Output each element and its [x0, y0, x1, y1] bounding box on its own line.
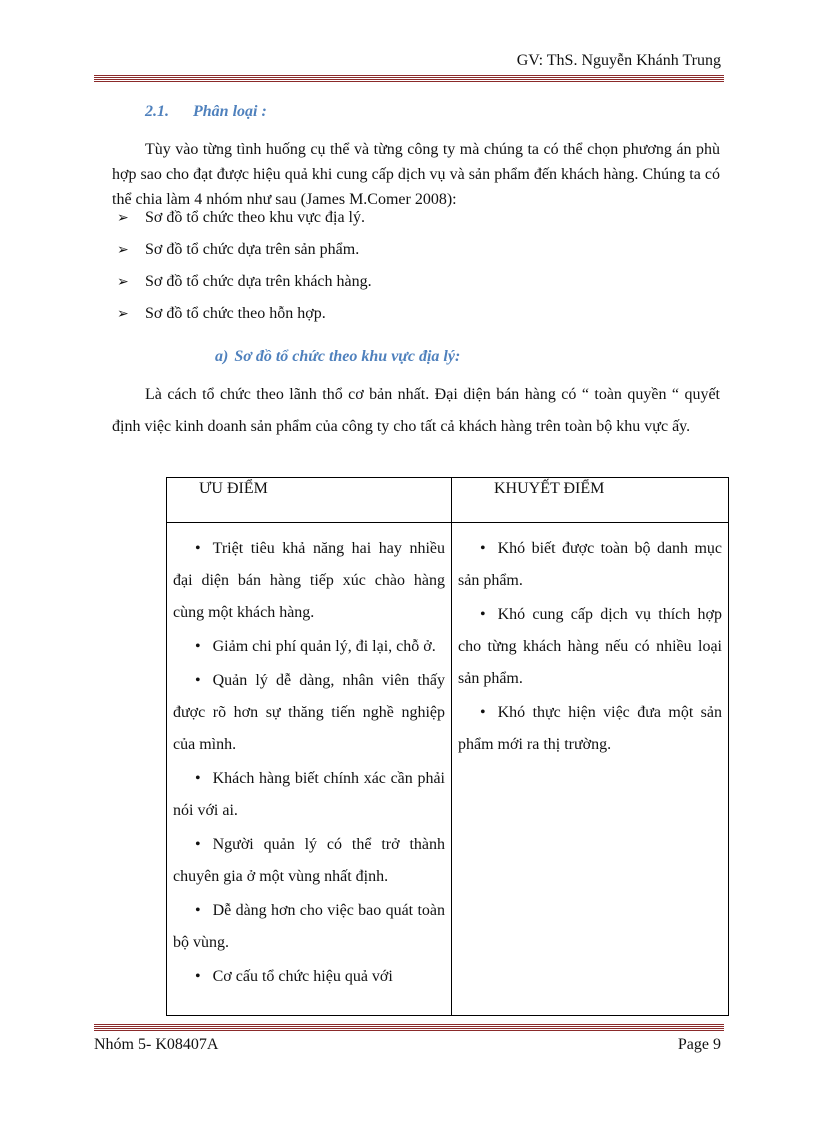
section-heading [145, 103, 267, 121]
disadvantage-item [458, 533, 722, 597]
table-header-row [167, 478, 729, 523]
list-item-text: Sơ đồ tổ chức dựa trên sản phẩm. [145, 241, 360, 258]
table-row [167, 523, 729, 1016]
list-item-text: Sơ đồ tổ chức theo khu vực địa lý. [145, 209, 365, 226]
bullet-dot-icon: • [195, 672, 201, 689]
advantages-header: ƯU ĐIỂM [167, 478, 452, 523]
bullet-dot-icon: • [195, 638, 201, 655]
advantages-cell [167, 523, 452, 1016]
disadvantage-text: Khó cung cấp dịch vụ thích hợp cho từng khách hàng nếu có nhiều loại sản phẩm. [458, 606, 722, 687]
header-divider [94, 75, 724, 82]
advantage-item [173, 763, 445, 827]
disadvantage-text: Khó thực hiện việc đưa một sản phẩm mới ra thị trường. [458, 704, 722, 753]
advantage-item [173, 961, 445, 993]
bullet-dot-icon: • [195, 902, 201, 919]
advantage-item [173, 631, 445, 663]
footer-group: Nhóm 5- K08407A [94, 1036, 219, 1053]
list-item-text: Sơ đồ tổ chức dựa trên khách hàng. [145, 273, 372, 290]
footer-divider [94, 1024, 724, 1031]
advantage-text: Dễ dàng hơn cho việc bao quát toàn bộ vùng. [173, 902, 445, 951]
arrow-bullet-icon: ➢ [117, 307, 129, 322]
list-item [117, 272, 372, 304]
advantage-text: Triệt tiêu khả năng hai hay nhiều đại diện bán hàng tiếp xúc chào hàng cùng một khách hàng. [173, 540, 445, 621]
pros-cons-table [166, 477, 729, 1016]
disadvantage-item [458, 599, 722, 695]
list-item [117, 240, 372, 272]
advantage-item [173, 829, 445, 893]
advantage-item [173, 895, 445, 959]
bullet-dot-icon: • [480, 540, 486, 557]
section-number: 2.1. [145, 103, 169, 120]
disadvantage-text: Khó biết được toàn bộ danh mục sản phẩm. [458, 540, 722, 589]
intro-paragraph: Tùy vào từng tình huống cụ thể và từng công ty mà chúng ta có thể chọn phương án phù hợp sao cho đạt được hiệu quả khi cung cấp dịch vụ và sản phẩm đến khách hàng. Chúng ta có thể chia làm 4 nhóm như sau (James M.Comer 2008): [112, 141, 720, 208]
list-item-text: Sơ đồ tổ chức theo hỗn hợp. [145, 305, 326, 322]
advantage-text: Người quản lý có thể trở thành chuyên gia ở một vùng nhất định. [173, 836, 445, 885]
bullet-dot-icon: • [195, 540, 201, 557]
subsection-title: Sơ đồ tổ chức theo khu vực địa lý: [234, 348, 461, 365]
bullet-dot-icon: • [195, 968, 201, 985]
advantage-text: Cơ cấu tổ chức hiệu quả với [212, 968, 393, 985]
subsection-label: a) [215, 348, 229, 365]
section-title: Phân loại : [193, 103, 267, 120]
disadvantage-item [458, 697, 722, 761]
arrow-bullet-icon: ➢ [117, 243, 129, 258]
page-number: Page 9 [677, 1036, 721, 1053]
bullet-dot-icon: • [195, 770, 201, 787]
page-header-author: GV: ThS. Nguyễn Khánh Trung [516, 52, 721, 69]
advantage-text: Quản lý dễ dàng, nhân viên thấy được rõ hơn sự thăng tiến nghề nghiệp của mình. [173, 672, 445, 753]
list-item [117, 304, 372, 336]
disadvantages-header: KHUYẾT ĐIỂM [452, 478, 729, 523]
subsection-heading [215, 348, 460, 366]
advantage-item [173, 533, 445, 629]
bullet-dot-icon: • [195, 836, 201, 853]
bullet-dot-icon: • [480, 606, 486, 623]
subsection-paragraph: Là cách tổ chức theo lãnh thổ cơ bản nhất. Đại diện bán hàng có “ toàn quyền “ quyết định việc kinh doanh sản phẩm của công ty cho tất cả khách hàng trên toàn bộ khu vực ấy. [112, 386, 720, 435]
arrow-bullet-icon: ➢ [117, 275, 129, 290]
advantage-item [173, 665, 445, 761]
advantage-text: Giảm chi phí quản lý, đi lại, chỗ ở. [212, 638, 436, 655]
classification-list [117, 208, 372, 336]
arrow-bullet-icon: ➢ [117, 211, 129, 226]
list-item [117, 208, 372, 240]
disadvantages-cell [452, 523, 729, 1016]
bullet-dot-icon: • [480, 704, 486, 721]
advantage-text: Khách hàng biết chính xác cần phải nói với ai. [173, 770, 445, 819]
